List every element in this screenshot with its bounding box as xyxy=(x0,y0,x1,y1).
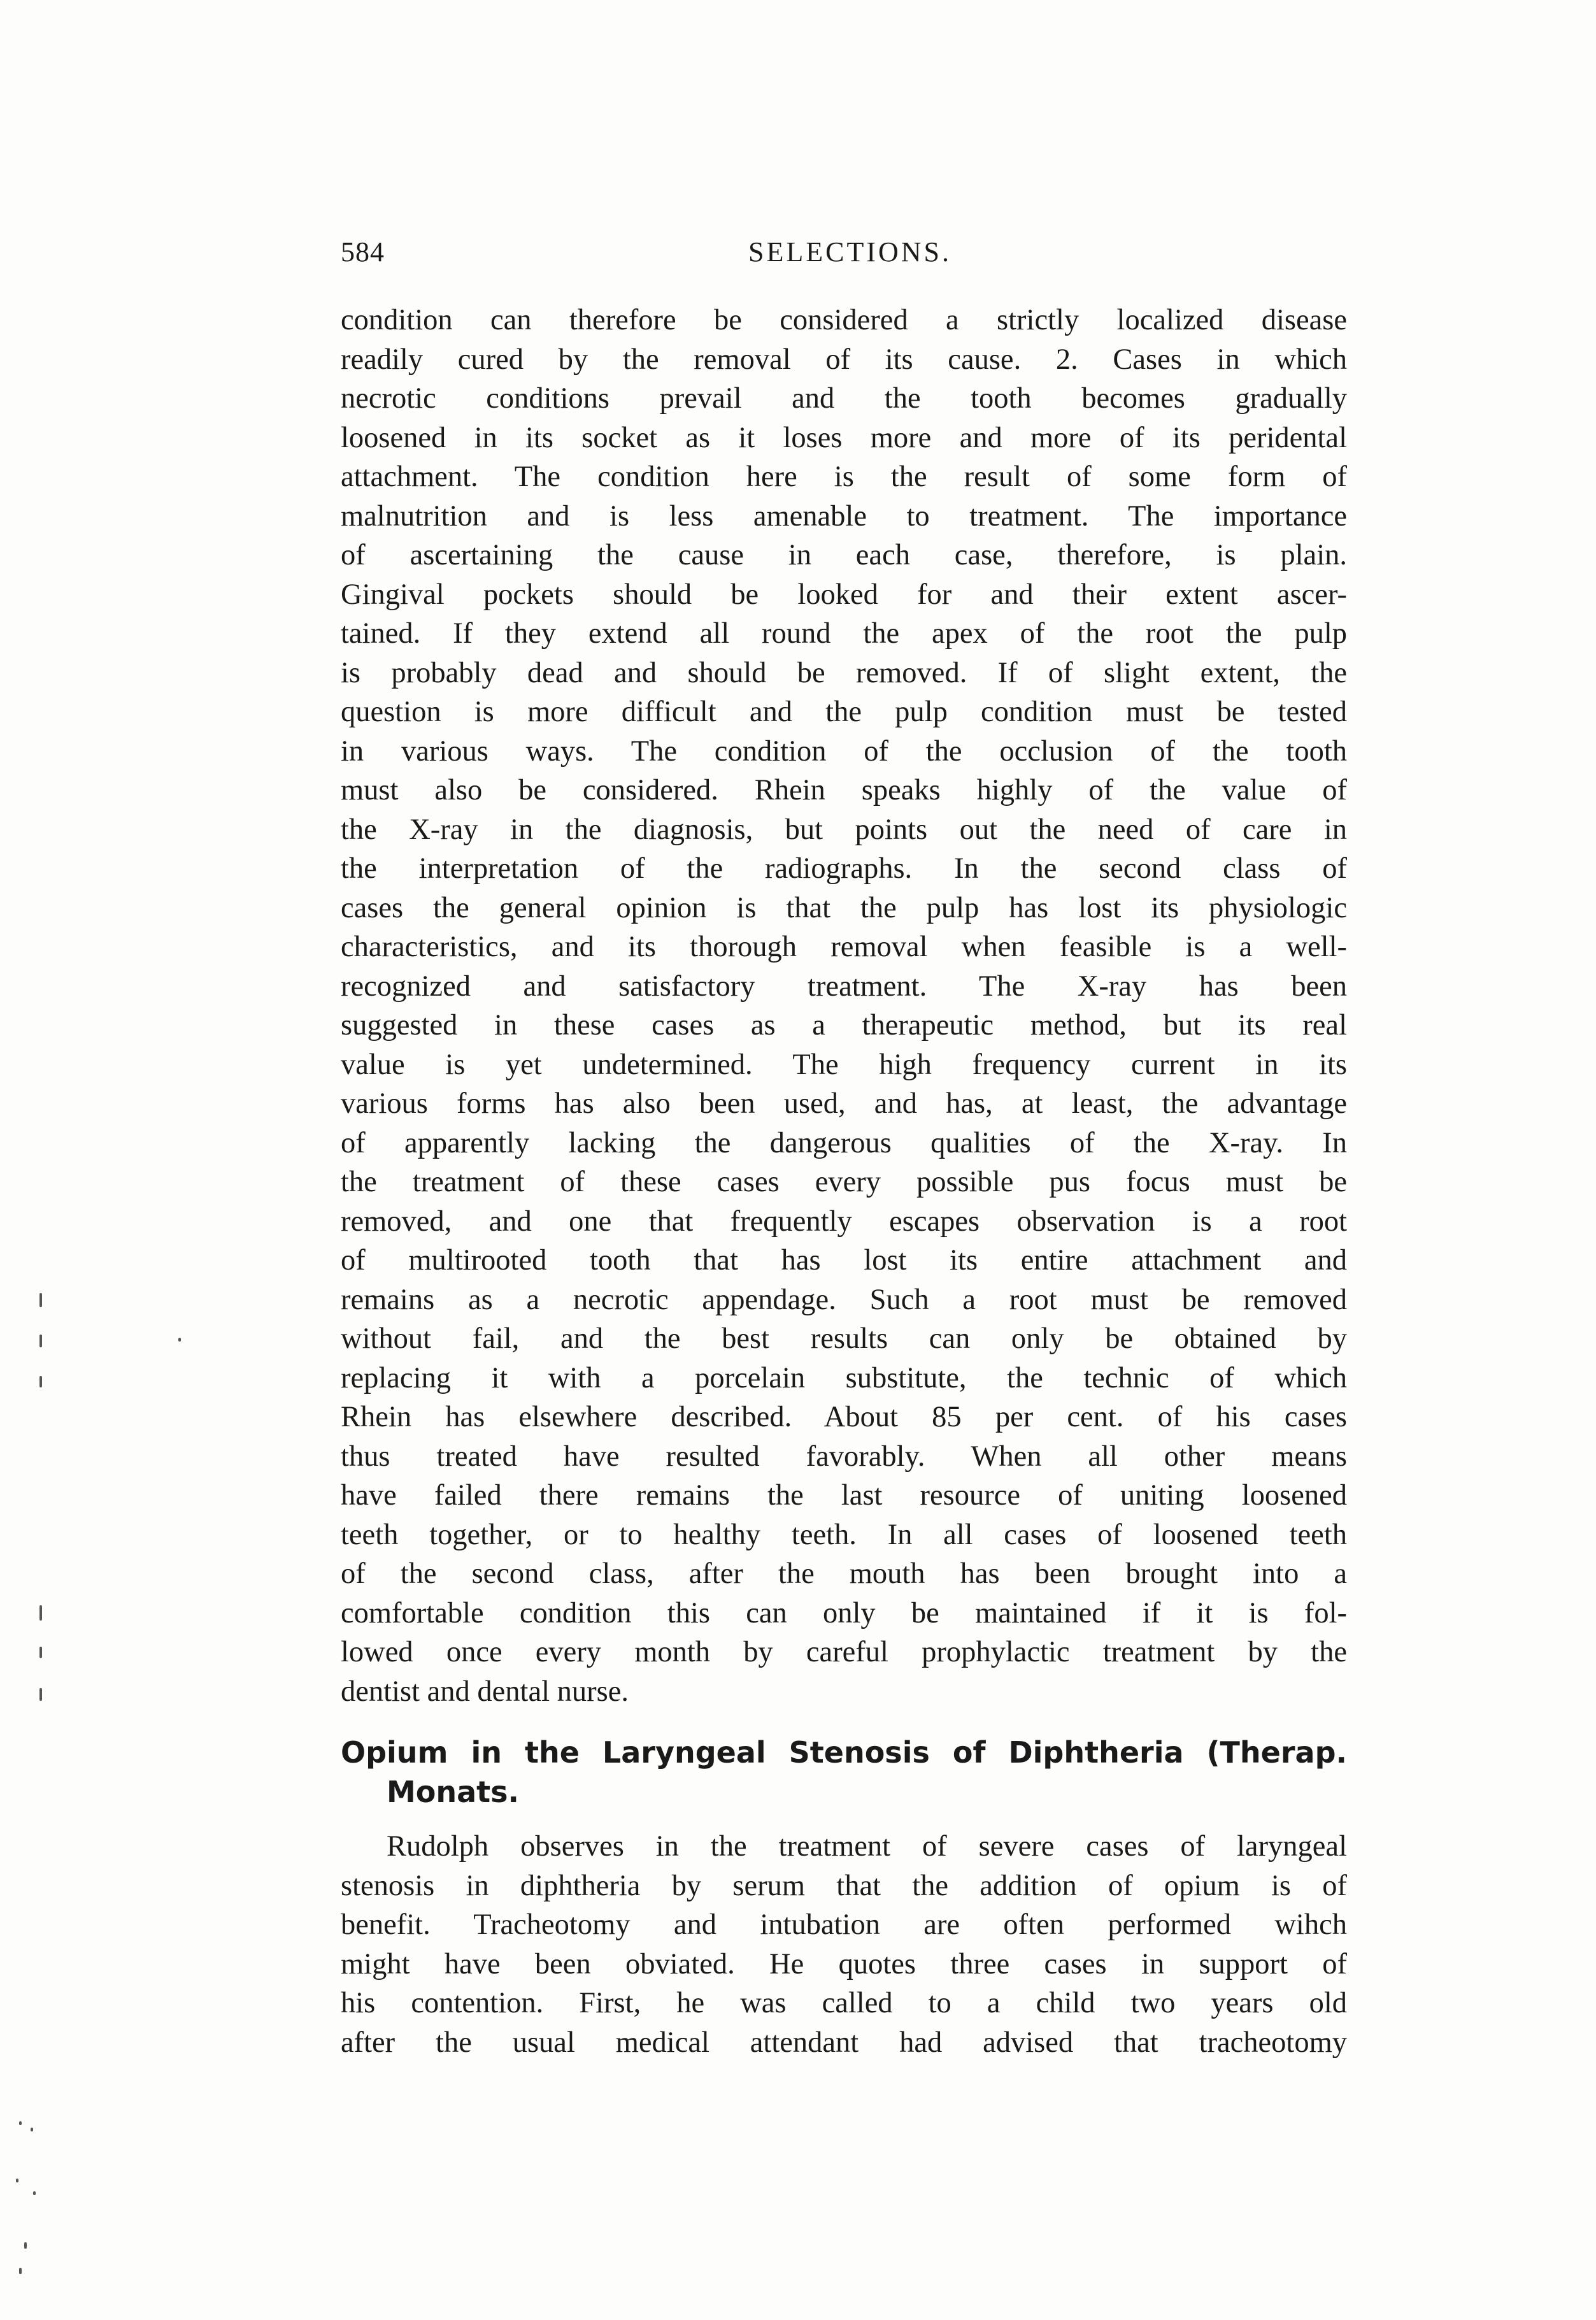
text-line: of apparently lacking the dangerous qualities of the X-ray. In xyxy=(341,1126,1347,1159)
page-number: 584 xyxy=(341,236,385,268)
section-heading xyxy=(341,1733,1347,1812)
text-line: of the second class, after the mouth has been brought into a xyxy=(341,1557,1347,1590)
scan-speck xyxy=(39,1293,42,1307)
text-line: comfortable condition this can only be maintained if it is fol- xyxy=(341,1596,1347,1629)
text-line: recognized and satisfactory treatment. The X-ray has been xyxy=(341,970,1347,1003)
text-line: value is yet undetermined. The high frequency current in its xyxy=(341,1048,1347,1081)
text-line: the interpretation of the radiographs. In the second class of xyxy=(341,852,1347,885)
running-head: SELECTIONS. xyxy=(748,236,951,268)
text-line: question is more difficult and the pulp condition must be tested xyxy=(341,696,1347,728)
text-line: characteristics, and its thorough removal when feasible is a well- xyxy=(341,931,1347,963)
text-line: removed, and one that frequently escapes observation is a root xyxy=(341,1205,1347,1238)
section-heading-line: Monats. xyxy=(387,1775,520,1809)
text-line: must also be considered. Rhein speaks highly of the value of xyxy=(341,774,1347,806)
text-line: replacing it with a porcelain substitute, the technic of which xyxy=(341,1361,1347,1394)
text-line: stenosis in diphtheria by serum that the addition of opium is of xyxy=(341,1869,1347,1902)
text-line: Rhein has elsewhere described. About 85 per cent. of his cases xyxy=(341,1401,1347,1433)
text-line: Rudolph observes in the treatment of severe cases of laryngeal xyxy=(387,1830,1347,1863)
text-line: various forms has also been used, and has, at least, the advantage xyxy=(341,1087,1347,1120)
text-line: his contention. First, he was called to a child two years old xyxy=(341,1987,1347,2019)
scan-speck xyxy=(31,2128,33,2131)
scan-speck xyxy=(16,2179,18,2182)
text-line: dentist and dental nurse. xyxy=(341,1675,629,1708)
text-line: lowed once every month by careful prophylactic treatment by the xyxy=(341,1636,1347,1668)
scan-speck xyxy=(178,1338,181,1342)
text-line: remains as a necrotic appendage. Such a root must be removed xyxy=(341,1283,1347,1316)
text-line: benefit. Tracheotomy and intubation are often performed wihch xyxy=(341,1908,1347,1941)
scan-speck xyxy=(39,1335,42,1347)
text-line: loosened in its socket as it loses more and more of its peridental xyxy=(341,421,1347,454)
text-line: suggested in these cases as a therapeutic method, but its real xyxy=(341,1009,1347,1042)
text-line: readily cured by the removal of its cause. 2. Cases in which xyxy=(341,343,1347,376)
text-line: is probably dead and should be removed. If of slight extent, the xyxy=(341,656,1347,689)
text-line: the X-ray in the diagnosis, but points out the need of care in xyxy=(341,813,1347,846)
text-line: cases the general opinion is that the pulp has lost its physiologic xyxy=(341,891,1347,924)
text-line: condition can therefore be considered a strictly localized disease xyxy=(341,304,1347,336)
text-line: tained. If they extend all round the apex of the root the pulp xyxy=(341,617,1347,650)
paragraph-opium xyxy=(341,1827,1347,2062)
scan-speck xyxy=(39,1688,42,1701)
text-line: have failed there remains the last resource of uniting loosened xyxy=(341,1479,1347,1512)
text-line: the treatment of these cases every possible pus focus must be xyxy=(341,1166,1347,1198)
scan-speck xyxy=(39,1647,42,1658)
text-line: after the usual medical attendant had advised that tracheotomy xyxy=(341,2026,1347,2059)
page-header xyxy=(341,236,1347,280)
text-line: without fail, and the best results can only be obtained by xyxy=(341,1322,1347,1355)
text-line: in various ways. The condition of the occlusion of the tooth xyxy=(341,734,1347,768)
scan-speck xyxy=(33,2191,36,2195)
scan-speck xyxy=(19,2121,22,2125)
text-line: malnutrition and is less amenable to treatment. The importance xyxy=(341,499,1347,533)
scan-speck xyxy=(24,2242,27,2249)
text-line: of ascertaining the cause in each case, therefore, is plain. xyxy=(341,539,1347,571)
paragraph-continuation xyxy=(341,301,1347,1711)
scan-speck xyxy=(39,1605,42,1621)
section-heading-line: Opium in the Laryngeal Stenosis of Diphtheria (Therap. xyxy=(341,1735,1347,1770)
text-line: Gingival pockets should be looked for and their extent ascer- xyxy=(341,578,1347,611)
text-line: thus treated have resulted favorably. When all other means xyxy=(341,1440,1347,1473)
text-line: might have been obviated. He quotes three cases in support of xyxy=(341,1947,1347,1980)
text-line: attachment. The condition here is the result of some form of xyxy=(341,461,1347,493)
text-line: teeth together, or to healthy teeth. In all cases of loosened teeth xyxy=(341,1518,1347,1551)
scan-speck xyxy=(39,1376,42,1387)
text-line: necrotic conditions prevail and the tooth becomes gradually xyxy=(341,382,1347,415)
text-line: of multirooted tooth that has lost its entire attachment and xyxy=(341,1244,1347,1277)
scan-speck xyxy=(19,2268,22,2274)
